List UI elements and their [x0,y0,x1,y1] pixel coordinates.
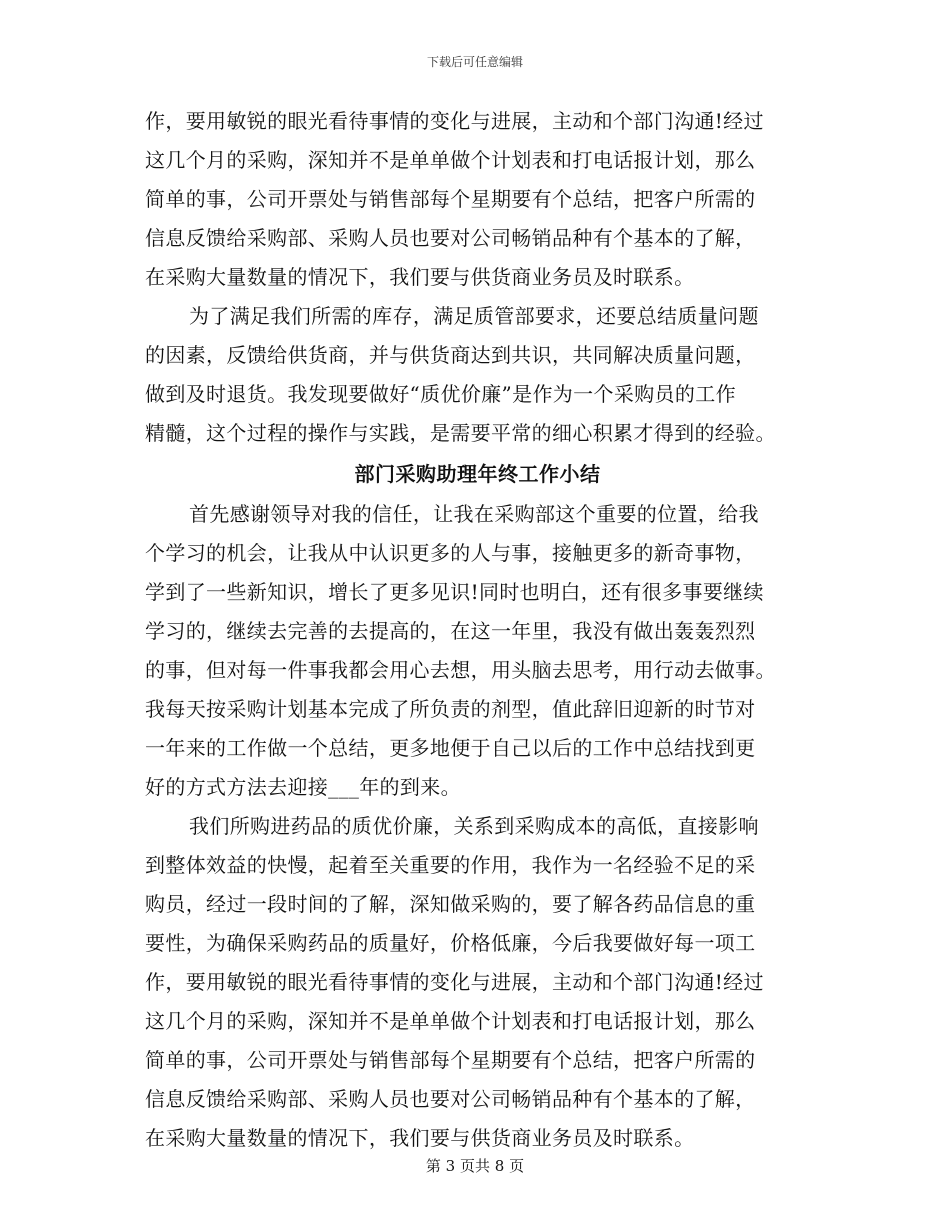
text-line: 学到了一些新知识，增长了更多见识!同时也明白，还有很多事要继续 [145,580,764,604]
text-line: 的因素，反馈给供货商，并与供货商达到共识，共同解决质量问题， [145,343,756,367]
paragraph-1 [145,102,810,297]
text-line: 我们所购进药品的质优价廉，关系到采购成本的高低，直接影响 [189,814,759,838]
page-header: 下载后可任意编辑 [426,55,523,69]
text-line: 信息反馈给采购部、采购人员也要对公司畅销品种有个基本的了解， [145,1087,756,1111]
text-line: 做到及时退货。我发现要做好“质优价廉”是作为一个采购员的工作 [145,382,736,406]
text-line: 一年来的工作做一个总结，更多地便于自己以后的工作中总结找到更 [145,736,756,760]
text-line: 简单的事，公司开票处与销售部每个星期要有个总结，把客户所需的 [145,1048,756,1072]
text-line: 的事，但对每一件事我都会用心去想，用头脑去思考，用行动去做事。 [145,658,776,682]
text-line: 要性，为确保采购药品的质量好，价格低廉，今后我要做好每一项工 [145,931,756,955]
text-line: 个学习的机会，让我从中认识更多的人与事，接触更多的新奇事物， [145,541,756,565]
text-line: 信息反馈给采购部、采购人员也要对公司畅销品种有个基本的了解， [145,226,756,250]
text-line: 我每天按采购计划基本完成了所负责的剂型，值此辞旧迎新的时节对 [145,697,756,721]
text-line: 学习的，继续去完善的去提高的，在这一年里，我没有做出轰轰烈烈 [145,619,756,643]
text-line: 在采购大量数量的情况下，我们要与供货商业务员及时联系。 [145,265,695,289]
text-line: 为了满足我们所需的库存，满足质管部要求，还要总结质量问题 [189,304,759,328]
text-line: 作，要用敏锐的眼光看待事情的变化与进展，主动和个部门沟通!经过 [145,970,764,994]
text-line: 到整体效益的快慢，起着至关重要的作用，我作为一名经验不足的采 [145,853,756,877]
paragraph-4 [145,807,810,1158]
text-line: 这几个月的采购，深知并不是单单做个计划表和打电话报计划，那么 [145,1009,756,1033]
text-line: 这几个月的采购，深知并不是单单做个计划表和打电话报计划，那么 [145,148,756,172]
text-line: 在采购大量数量的情况下，我们要与供货商业务员及时联系。 [145,1126,695,1150]
text-line: 购员，经过一段时间的了解，深知做采购的，要了解各药品信息的重 [145,892,756,916]
section-heading: 部门采购助理年终工作小结 [354,462,601,486]
text-line: 简单的事，公司开票处与销售部每个星期要有个总结，把客户所需的 [145,187,756,211]
text-line: 作，要用敏锐的眼光看待事情的变化与进展，主动和个部门沟通!经过 [145,109,764,133]
document-body [145,102,810,1158]
page-footer: 第 3 页共 8 页 [425,1157,525,1175]
text-line: 首先感谢领导对我的信任，让我在采购部这个重要的位置，给我 [189,502,759,526]
text-line: 精髓，这个过程的操作与实践，是需要平常的细心积累才得到的经验。 [145,421,776,445]
paragraph-3 [145,495,810,807]
paragraph-2 [145,297,810,453]
text-line: 好的方式方法去迎接___年的到来。 [145,775,461,799]
